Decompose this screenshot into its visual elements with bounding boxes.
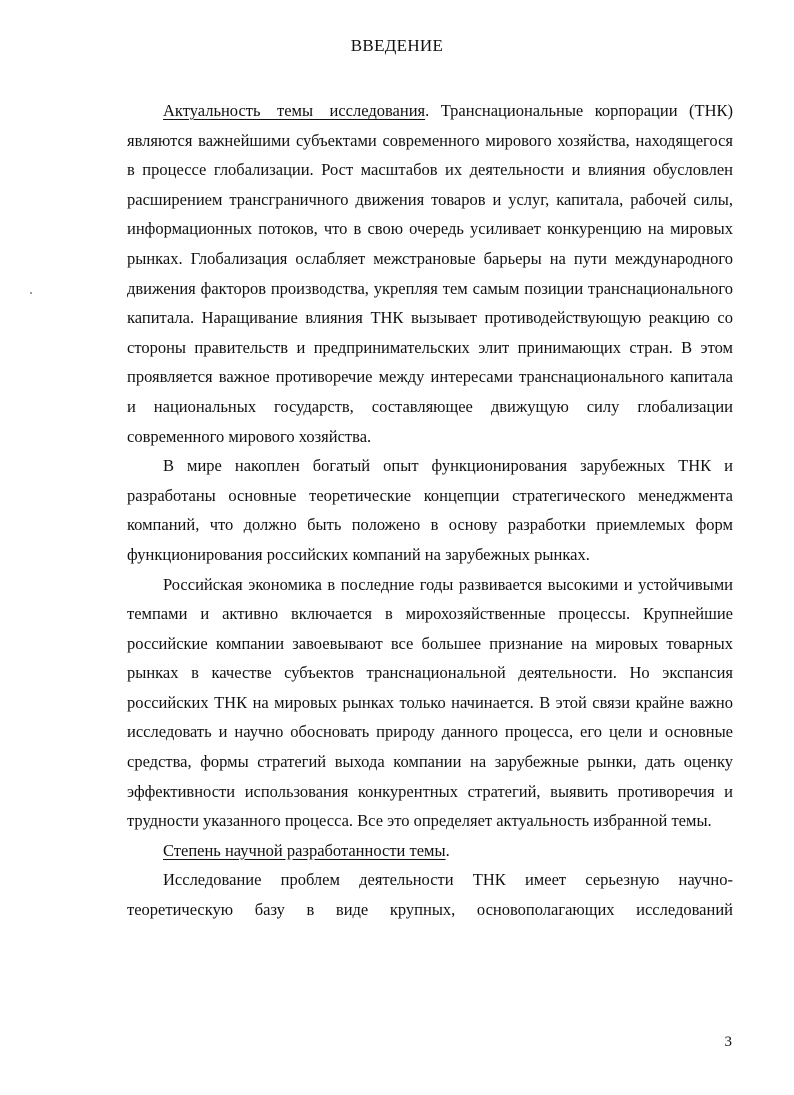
paragraph-experience	[127, 451, 733, 569]
paragraph-relevance	[127, 96, 733, 451]
paragraph-russian-economy	[127, 570, 733, 836]
paragraph-text: Транснациональные корпорации (ТНК) являются важнейшими субъектами современного мирового хозяйства, находящегося в процессе глобализации. Рост масштабов их деятельности и влияния обусловлен расширением трансграничного движения товаров и услуг, капитала, рабочей силы, информационных потоков, что в свою очередь усиливает конкуренцию на мировых рынках. Глобализация ослабляет межстрановые барьеры на пути международного движения факторов производства, укрепляя тем самым позиции транснационального капитала. Наращивание влияния ТНК вызывает противодействующую реакцию со стороны правительств и предпринимательских элит принимающих стран. В этом проявляется важное противоречие между интересами транснационального капитала и национальных государств, составляющее движущую силу глобализации современного мирового хозяйства.	[127, 101, 733, 446]
paragraph-degree-heading	[127, 836, 733, 866]
paragraph-text: В мире накоплен богатый опыт функционирования зарубежных ТНК и разработаны основные теоретические концепции стратегического менеджмента компаний, что должно быть положено в основу разработки приемлемых форм функционирования российских компаний на зарубежных рынках.	[127, 456, 733, 564]
paragraph-research-base	[127, 865, 733, 924]
paragraph-text: Российская экономика в последние годы развивается высокими и устойчивыми темпами и активно включается в мирохозяйственные процессы. Крупнейшие российские компании завоевывают все большее признание на мировых товарных рынках в качестве субъектов транснациональной деятельности. Но экспансия российских ТНК на мировых рынках только начинается. В этой связи крайне важно исследовать и научно обосновать природу данного процесса, его цели и основные средства, формы стратегий выхода компании на зарубежные рынки, дать оценку эффективности использования конкурентных стратегий, выявить противоречия и трудности указанного процесса. Все это определяет актуальность избранной темы.	[127, 574, 733, 831]
section-heading-degree: Степень научной разработанности темы	[163, 840, 446, 860]
section-heading-relevance: Актуальность темы исследования	[163, 101, 426, 120]
paragraph-text: Исследование проблем деятельности ТНК имеет серьезную научно-теоретическую базу в виде крупных, основополагающих исследований	[127, 870, 733, 920]
page-title: ВВЕДЕНИЕ	[350, 36, 444, 55]
body-text	[127, 96, 733, 925]
heading-punct: .	[445, 840, 450, 860]
heading-punct: .	[425, 101, 430, 120]
scan-speck	[30, 292, 32, 294]
page-number: 3	[724, 1034, 732, 1050]
